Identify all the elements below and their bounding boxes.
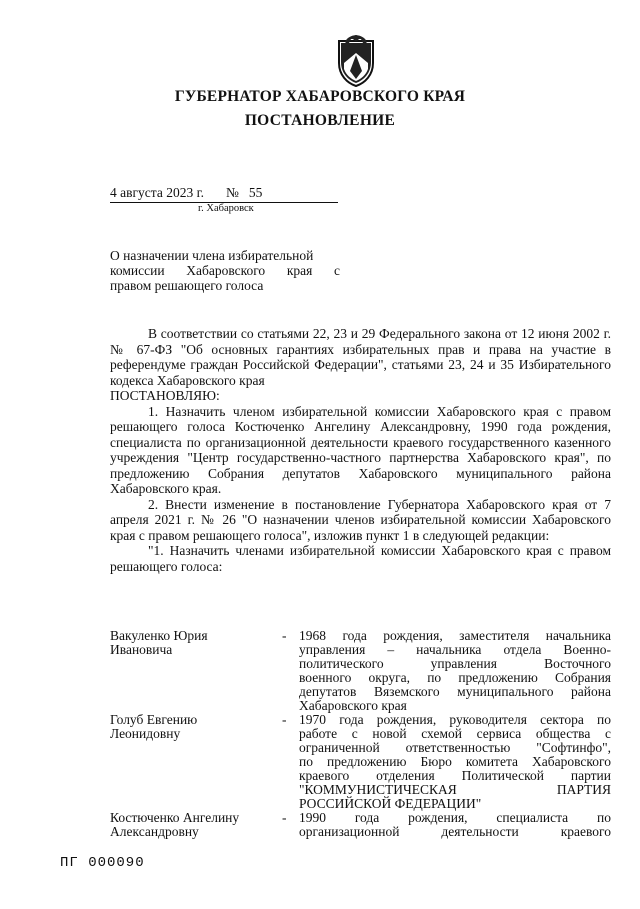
member-name: Вакуленко Юрия Ивановича [110, 628, 208, 657]
member-description: 1990 года рождения, специалиста по организационной деятельности краевого [299, 810, 611, 839]
form-code: ПГ 000090 [60, 855, 145, 871]
member-description: 1970 года рождения, руководителя сектора по работе с новой схемой сервиса общества с ограниченной ответственностью "Софтинфо", по предложению Бюро комитета Хабаровского краевого отделения Политической партии "КОММУНИСТИЧЕСКАЯ ПАРТИЯ РОССИЙСКОЙ ФЕДЕРАЦИИ" [299, 712, 611, 811]
issuer-title: ГУБЕРНАТОР ХАБАРОВСКОГО КРАЯ [174, 88, 466, 105]
document-number: 55 [248, 185, 263, 200]
item-1-paragraph: 1. Назначить членом избирательной комиссии Хабаровского края с правом решающего голоса Костюченко Ангелину Александровну, 1990 года рождения, специалиста по организационной деятельности краевого государственного казенного учреждения "Центр государственно-частного партнерства Хабаровского края", по предложению Собрания депутатов Хабаровского муниципального района Хабаровского края. [110, 403, 611, 496]
item-2-paragraph: 2. Внести изменение в постановление Губернатора Хабаровского края от 7 апреля 2021 г. № 26 "О назначении членов избирательной комиссии Хабаровского края с правом решающего голоса", изложив пункт 1 в следующей редакции: [110, 496, 611, 543]
member-description: 1968 года рождения, заместителя начальника управления – начальника отдела Военно- политического управления Восточного военного округа, по предложению Собрания депутатов Вяземского муниципального района Хабаровского края [299, 628, 611, 713]
member-dash: - [282, 628, 287, 643]
khabarovsk-coat-of-arms-icon [331, 33, 381, 87]
member-dash: - [282, 712, 287, 727]
document-date: 4 августа 2023 г. [110, 185, 204, 200]
preamble-paragraph: В соответствии со статьями 22, 23 и 29 Федерального закона от 12 июня 2002 г. № 67-ФЗ "Об основных гарантиях избирательных прав и права на участие в референдуме граждан Российской Федерации", статьями 23, 24 и 35 Избирательного кодекса Хабаровского края [110, 326, 611, 388]
date-number-line [110, 185, 262, 201]
member-name: Костюченко Ангелину Александровну [110, 810, 240, 839]
subject-line: О назначении члена избирательной [110, 248, 314, 263]
number-label: № [225, 185, 239, 200]
quoted-item-paragraph: "1. Назначить членами избирательной комиссии Хабаровского края с правом решающего голоса: [110, 543, 611, 574]
subject-line: правом решающего голоса [110, 278, 264, 293]
resolve-word: ПОСТАНОВЛЯЮ: [110, 388, 220, 403]
member-dash: - [282, 810, 287, 825]
member-name: Голуб Евгению Леонидовну [110, 712, 198, 741]
document-type: ПОСТАНОВЛЕНИЕ [244, 112, 396, 129]
document-subject [110, 248, 340, 293]
document-body [110, 326, 611, 574]
subject-line: комиссии Хабаровского края с [110, 263, 340, 278]
city: г. Хабаровск [198, 203, 254, 214]
